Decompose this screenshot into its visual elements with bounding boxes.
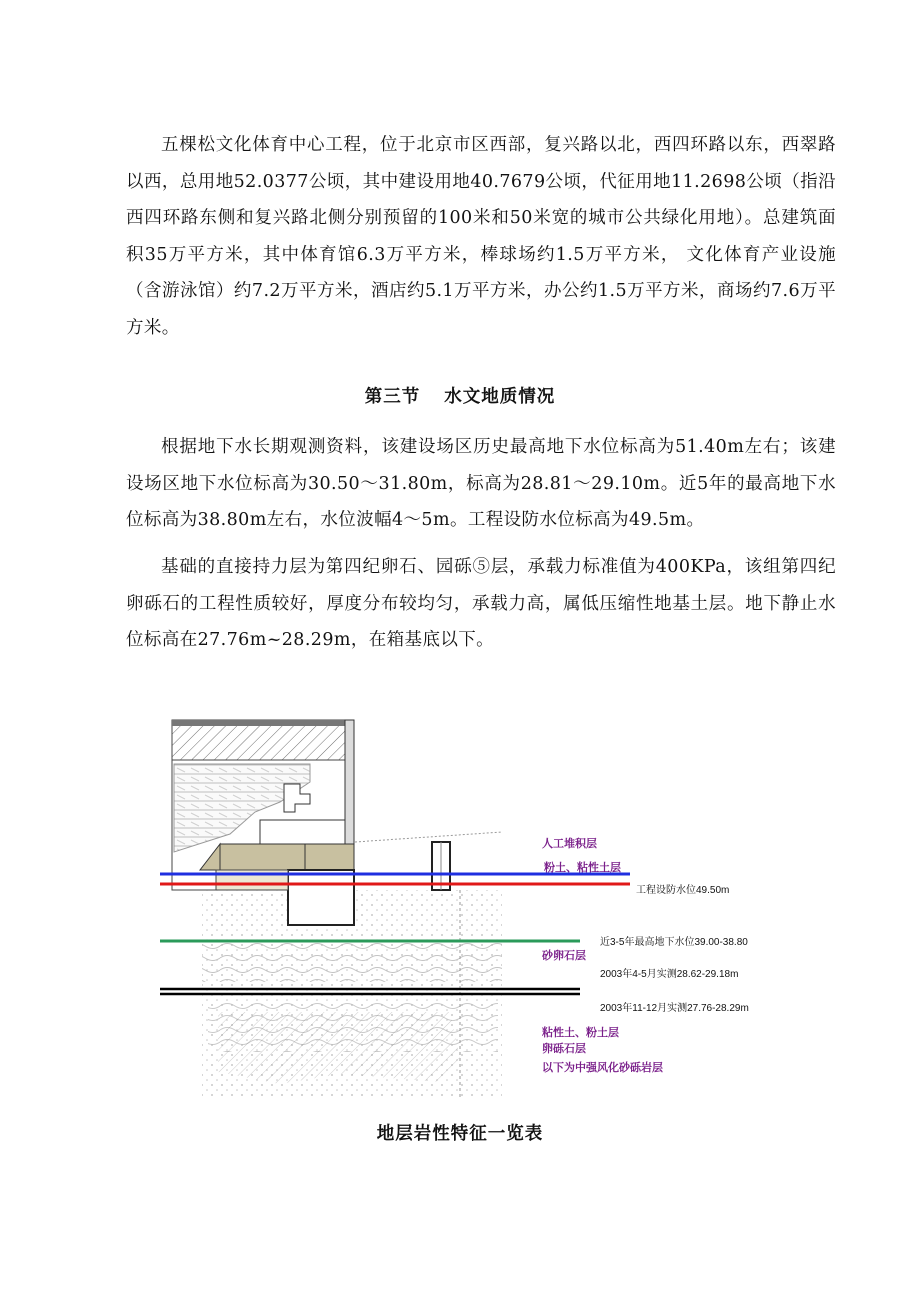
label-clay-silt-layer: 粘性土、粉土层 [542, 1027, 619, 1039]
lower-hatch-zone [218, 1012, 460, 1084]
soil-waves [202, 942, 502, 982]
column [345, 720, 354, 855]
label-rock-layer: 以下为中强风化砂砾岩层 [542, 1062, 663, 1074]
geological-section-figure [160, 712, 780, 1097]
foundation-paragraph: 基础的直接持力层为第四纪卵石、园砾⑤层，承载力标准值为400KPa，该组第四纪卵砾石的工程性质较好，厚度分布较均匀，承载力高，属低压缩性地基土层。地下静止水位标高在27.76m~28.29m，在箱基底以下。 [126, 557, 836, 650]
label-silt-layer: 粉土、粘性土层 [544, 862, 621, 874]
label-five-year-level: 近3-5年最高地下水位39.00-38.80 [600, 937, 748, 948]
label-design-level: 工程设防水位49.50m [636, 885, 730, 896]
label-fill-layer: 人工堆积层 [542, 838, 597, 850]
ground-surface-line [355, 832, 502, 842]
groundwater-paragraph: 根据地下水长期观测资料，该建设场区历史最高地下水位标高为51.40m左右；该建设场区地下水位标高为30.50～31.80m，标高为28.81～29.10m。近5年的最高地下水位标高为38.80m左右，水位波幅4～5m。工程设防水位标高为49.5m。 [126, 437, 836, 530]
pile-cap [288, 870, 354, 925]
section-title: 水文地质情况 [444, 387, 556, 407]
label-2003-nov-level: 2003年11-12月实测27.76-28.29m [600, 1003, 749, 1014]
section-number: 第三节 [364, 387, 421, 407]
figure-caption: 地层岩性特征一览表 [376, 1124, 544, 1144]
upper-room [260, 820, 345, 844]
section-heading [0, 383, 920, 408]
label-sand-gravel-layer: 砂卵石层 [542, 950, 586, 962]
foundation-box [220, 844, 354, 870]
label-2003-apr-level: 2003年4-5月实测28.62-29.18m [600, 969, 739, 980]
label-cobble-layer: 卵砾石层 [542, 1043, 586, 1055]
roof-cap [172, 720, 354, 726]
intro-paragraph: 五棵松文化体育中心工程，位于北京市区西部，复兴路以北，西四环路以东，西翠路以西，总用地52.0377公顷，其中建设用地40.7679公顷，代征用地11.2698公顷（指沿西四环路东侧和复兴路北侧分别预留的100米和50米宽的城市公共绿化用地）。总建筑面积35万平方米，其中体育馆6.3万平方米，棒球场约1.5万平方米， 文化体育产业设施（含游泳馆）约7.2万平方米，酒店约5.1万平方米，办公约1.5万平方米，商场约7.6万平方米。 [126, 135, 836, 338]
